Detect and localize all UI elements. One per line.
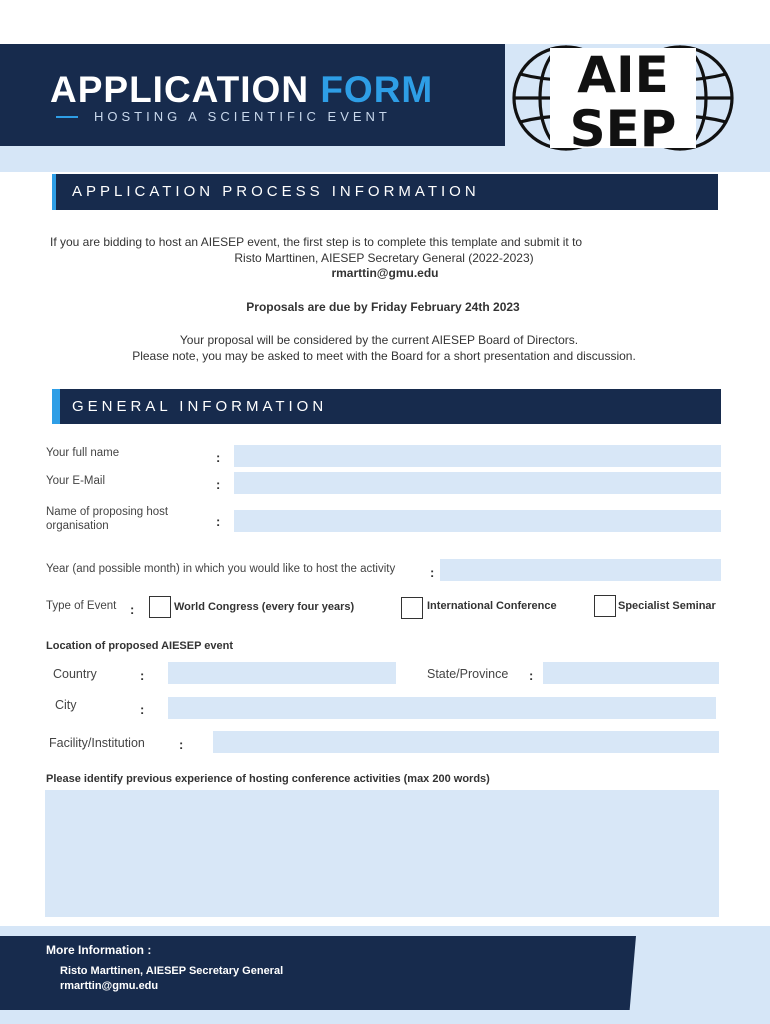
email-input[interactable] [234, 472, 721, 494]
year-input[interactable] [440, 559, 721, 581]
page-title [50, 70, 433, 110]
email-colon: : [216, 477, 221, 492]
facility-label: Facility/Institution [49, 736, 145, 750]
country-label: Country [53, 667, 97, 681]
country-input[interactable] [168, 662, 396, 684]
city-label: City [55, 698, 77, 712]
event-type-label: Type of Event [46, 600, 117, 612]
org-colon: : [216, 514, 221, 529]
state-input[interactable] [543, 662, 719, 684]
facility-colon: : [179, 737, 184, 752]
subtitle-dash [56, 116, 78, 118]
general-section-title: GENERAL INFORMATION [72, 398, 328, 415]
org-label-line-2: organisation [46, 520, 109, 532]
email-label: Your E-Mail [46, 475, 106, 487]
logo-text-top: AIE [577, 46, 669, 104]
city-colon: : [140, 702, 145, 717]
facility-input[interactable] [213, 731, 719, 753]
full-name-label: Your full name [46, 447, 120, 459]
process-line-2: Risto Marttinen, AIESEP Secretary General (2022-2023) [234, 251, 534, 265]
year-label: Year (and possible month) in which you would like to host the activity [46, 563, 396, 575]
process-deadline: Proposals are due by Friday February 24th 2023 [246, 300, 520, 314]
title-main: APPLICATION [50, 69, 310, 110]
process-section-accent [52, 174, 56, 210]
event-type-colon: : [130, 602, 135, 617]
state-label: State/Province [427, 667, 509, 681]
footer-contact-email: rmarttin@gmu.edu [60, 980, 159, 992]
process-line-4: Please note, you may be asked to meet with the Board for a short presentation and discussion. [132, 349, 636, 363]
title-accent: FORM [320, 69, 434, 110]
organisation-input[interactable] [234, 510, 721, 532]
footer-title: More Information : [46, 943, 152, 957]
location-heading: Location of proposed AIESEP event [46, 640, 234, 652]
specialist-seminar-label: Specialist Seminar [618, 600, 716, 612]
process-email: rmarttin@gmu.edu [331, 266, 439, 280]
country-colon: : [140, 668, 145, 683]
international-conference-label: International Conference [427, 600, 557, 612]
full-name-colon: : [216, 450, 221, 465]
page-subtitle: HOSTING A SCIENTIFIC EVENT [94, 109, 391, 124]
general-section-accent [52, 389, 60, 424]
process-section-title: APPLICATION PROCESS INFORMATION [72, 183, 480, 200]
header-top-margin [0, 0, 770, 44]
full-name-input[interactable] [234, 445, 721, 467]
org-label-line-1: Name of proposing host [46, 506, 169, 518]
state-colon: : [529, 668, 534, 683]
world-congress-checkbox[interactable] [149, 596, 171, 618]
aiesep-logo [510, 44, 736, 152]
experience-label: Please identify previous experience of hosting conference activities (max 200 words) [46, 773, 490, 785]
logo-text-bottom: SEP [569, 100, 677, 152]
experience-textarea[interactable] [45, 790, 719, 917]
international-conference-checkbox[interactable] [401, 597, 423, 619]
year-colon: : [430, 565, 435, 580]
world-congress-label: World Congress (every four years) [174, 601, 355, 613]
process-line-3: Your proposal will be considered by the current AIESEP Board of Directors. [179, 333, 579, 347]
process-line-1: If you are bidding to host an AIESEP event, the first step is to complete this template and submit it to [50, 235, 583, 249]
city-input[interactable] [168, 697, 716, 719]
footer-contact-name: Risto Marttinen, AIESEP Secretary General [60, 965, 284, 977]
specialist-seminar-checkbox[interactable] [594, 595, 616, 617]
